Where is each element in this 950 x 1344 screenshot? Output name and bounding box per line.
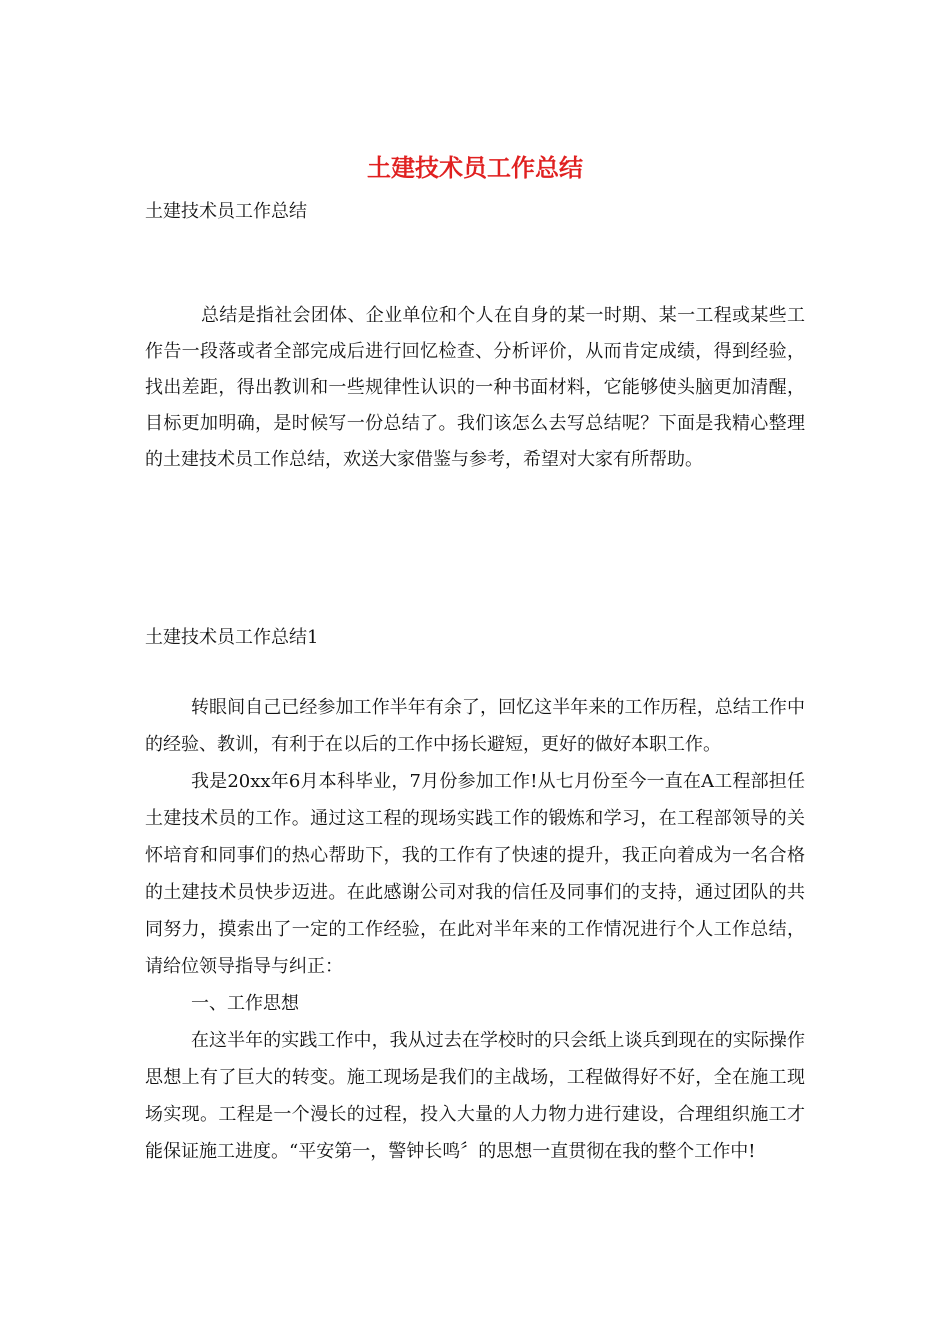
document-subtitle: 土建技术员工作总结 [145, 201, 307, 222]
body-paragraph: 在这半年的实践工作中，我从过去在学校时的只会纸上谈兵到现在的实际操作思想上有了巨大的转变。施工现场是我们的主战场，工程做得好不好，全在施工现场实现。工程是一个漫长的过程，投入大量的人力物力进行建设，合理组织施工才能保证施工进度。“平安第一，警钟长鸣〞的思想一直贯彻在我的整个工作中! [145, 1030, 805, 1162]
body-paragraph: 转眼间自己已经参加工作半年有余了，回忆这半年来的工作历程，总结工作中的经验、教训，有利于在以后的工作中扬长避短，更好的做好本职工作。 [145, 697, 805, 755]
document-title: 土建技术员工作总结 [367, 153, 583, 182]
section-heading: 土建技术员工作总结1 [145, 627, 319, 648]
section-body [145, 689, 805, 1170]
intro-paragraph: 总结是指社会团体、企业单位和个人在自身的某一时期、某一工程或某些工作告一段落或者全部完成后进行回忆检查、分析评价，从而肯定成绩，得到经验，找出差距，得出教训和一些规律性认识的一种书面材料，它能够使头脑更加清醒，目标更加明确，是时候写一份总结了。我们该怎么去写总结呢？下面是我精心整理的土建技术员工作总结，欢送大家借鉴与参考，希望对大家有所帮助。 [145, 305, 805, 470]
subheading-paragraph: 一、工作思想 [191, 993, 299, 1014]
body-paragraph: 我是20xx年6月本科毕业，7月份参加工作!从七月份至今一直在A工程部担任土建技术员的工作。通过这工程的现场实践工作的锻炼和学习，在工程部领导的关怀培育和同事们的热心帮助下，我的工作有了快速的提升，我正向着成为一名合格的土建技术员快步迈进。在此感谢公司对我的信任及同事们的支持，通过团队的共同努力，摸索出了一定的工作经验，在此对半年来的工作情况进行个人工作总结，请给位领导指导与纠正： [145, 771, 805, 977]
